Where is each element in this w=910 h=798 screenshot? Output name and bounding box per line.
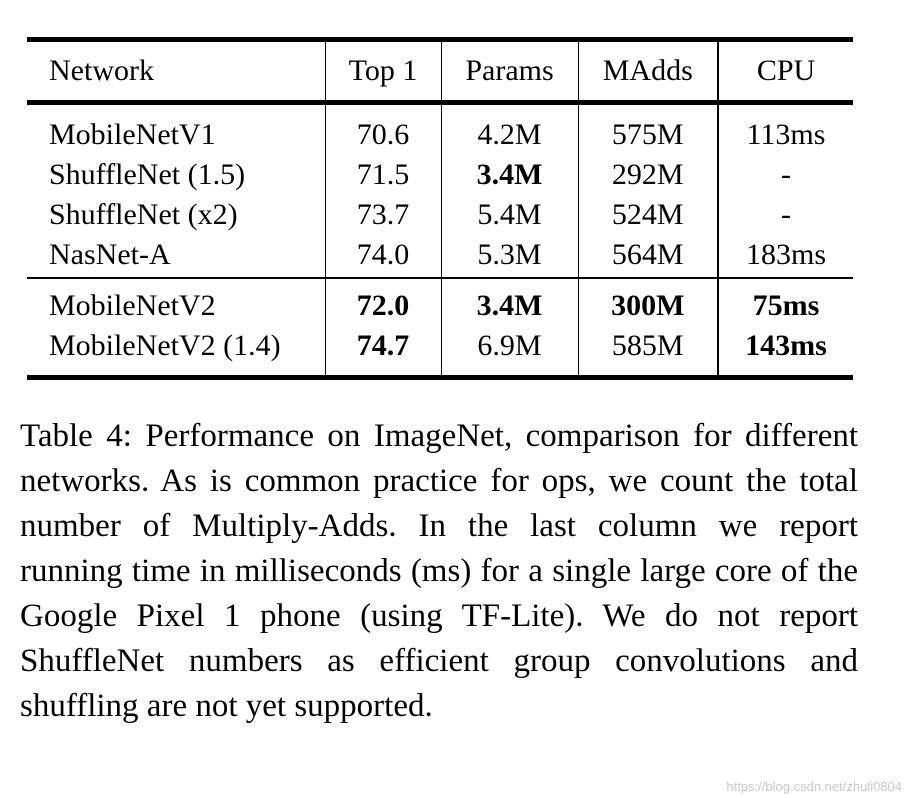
cell-params: 5.3M <box>441 235 578 278</box>
cell-madds: 292M <box>578 155 718 195</box>
caption-label: Table 4: <box>20 418 132 454</box>
cell-network: NasNet-A <box>49 238 171 271</box>
cell-network: ShuffleNet (x2) <box>49 198 238 231</box>
cell-madds: 575M <box>578 103 718 156</box>
cell-params: 4.2M <box>441 103 578 156</box>
table-row <box>27 326 853 378</box>
cell-cpu: - <box>718 155 853 195</box>
baseline-group <box>27 103 853 279</box>
cell-cpu: 183ms <box>718 235 853 278</box>
cell-params: 3.4M <box>441 278 578 326</box>
cell-top1: 74.0 <box>325 235 441 278</box>
header-row <box>27 40 853 103</box>
cell-top1: 72.0 <box>325 278 441 326</box>
cell-top1: 73.7 <box>325 195 441 235</box>
table-row <box>27 195 853 235</box>
results-table <box>27 37 853 380</box>
table-row <box>27 235 853 278</box>
header-top1: Top 1 <box>325 40 441 103</box>
header-params: Params <box>441 40 578 103</box>
cell-cpu: 143ms <box>718 326 853 378</box>
cell-top1: 70.6 <box>325 103 441 156</box>
cell-network: MobileNetV2 (1.4) <box>49 329 281 362</box>
cell-cpu: 75ms <box>718 278 853 326</box>
cell-madds: 300M <box>578 278 718 326</box>
mobilenetv2-group <box>27 278 853 378</box>
table-caption <box>20 414 858 729</box>
cell-params: 3.4M <box>441 155 578 195</box>
cell-cpu: 113ms <box>718 103 853 156</box>
table-header <box>27 40 853 103</box>
table-row <box>27 103 853 156</box>
cell-params: 6.9M <box>441 326 578 378</box>
cell-network: MobileNetV1 <box>49 118 216 151</box>
cell-madds: 524M <box>578 195 718 235</box>
cell-top1: 74.7 <box>325 326 441 378</box>
header-cpu: CPU <box>718 40 853 103</box>
cell-madds: 564M <box>578 235 718 278</box>
watermark: https://blog.csdn.net/zhuli0804 <box>726 779 902 794</box>
table-row <box>27 155 853 195</box>
header-madds: MAdds <box>578 40 718 103</box>
cell-cpu: - <box>718 195 853 235</box>
table-row <box>27 278 853 326</box>
caption-text: Performance on ImageNet, comparison for different networks. As is common practice for ops, we count the total number of Multiply-Adds. In the last column we report running time in milliseconds (ms) for a single large core of the Google Pixel 1 phone (using TF-Lite). We do not report ShuffleNet numbers as efficient group convolutions and shuffling are not yet supported. <box>20 418 859 724</box>
header-network: Network <box>49 54 154 87</box>
cell-network: MobileNetV2 <box>49 289 216 322</box>
cell-top1: 71.5 <box>325 155 441 195</box>
cell-madds: 585M <box>578 326 718 378</box>
cell-params: 5.4M <box>441 195 578 235</box>
cell-network: ShuffleNet (1.5) <box>49 158 246 191</box>
